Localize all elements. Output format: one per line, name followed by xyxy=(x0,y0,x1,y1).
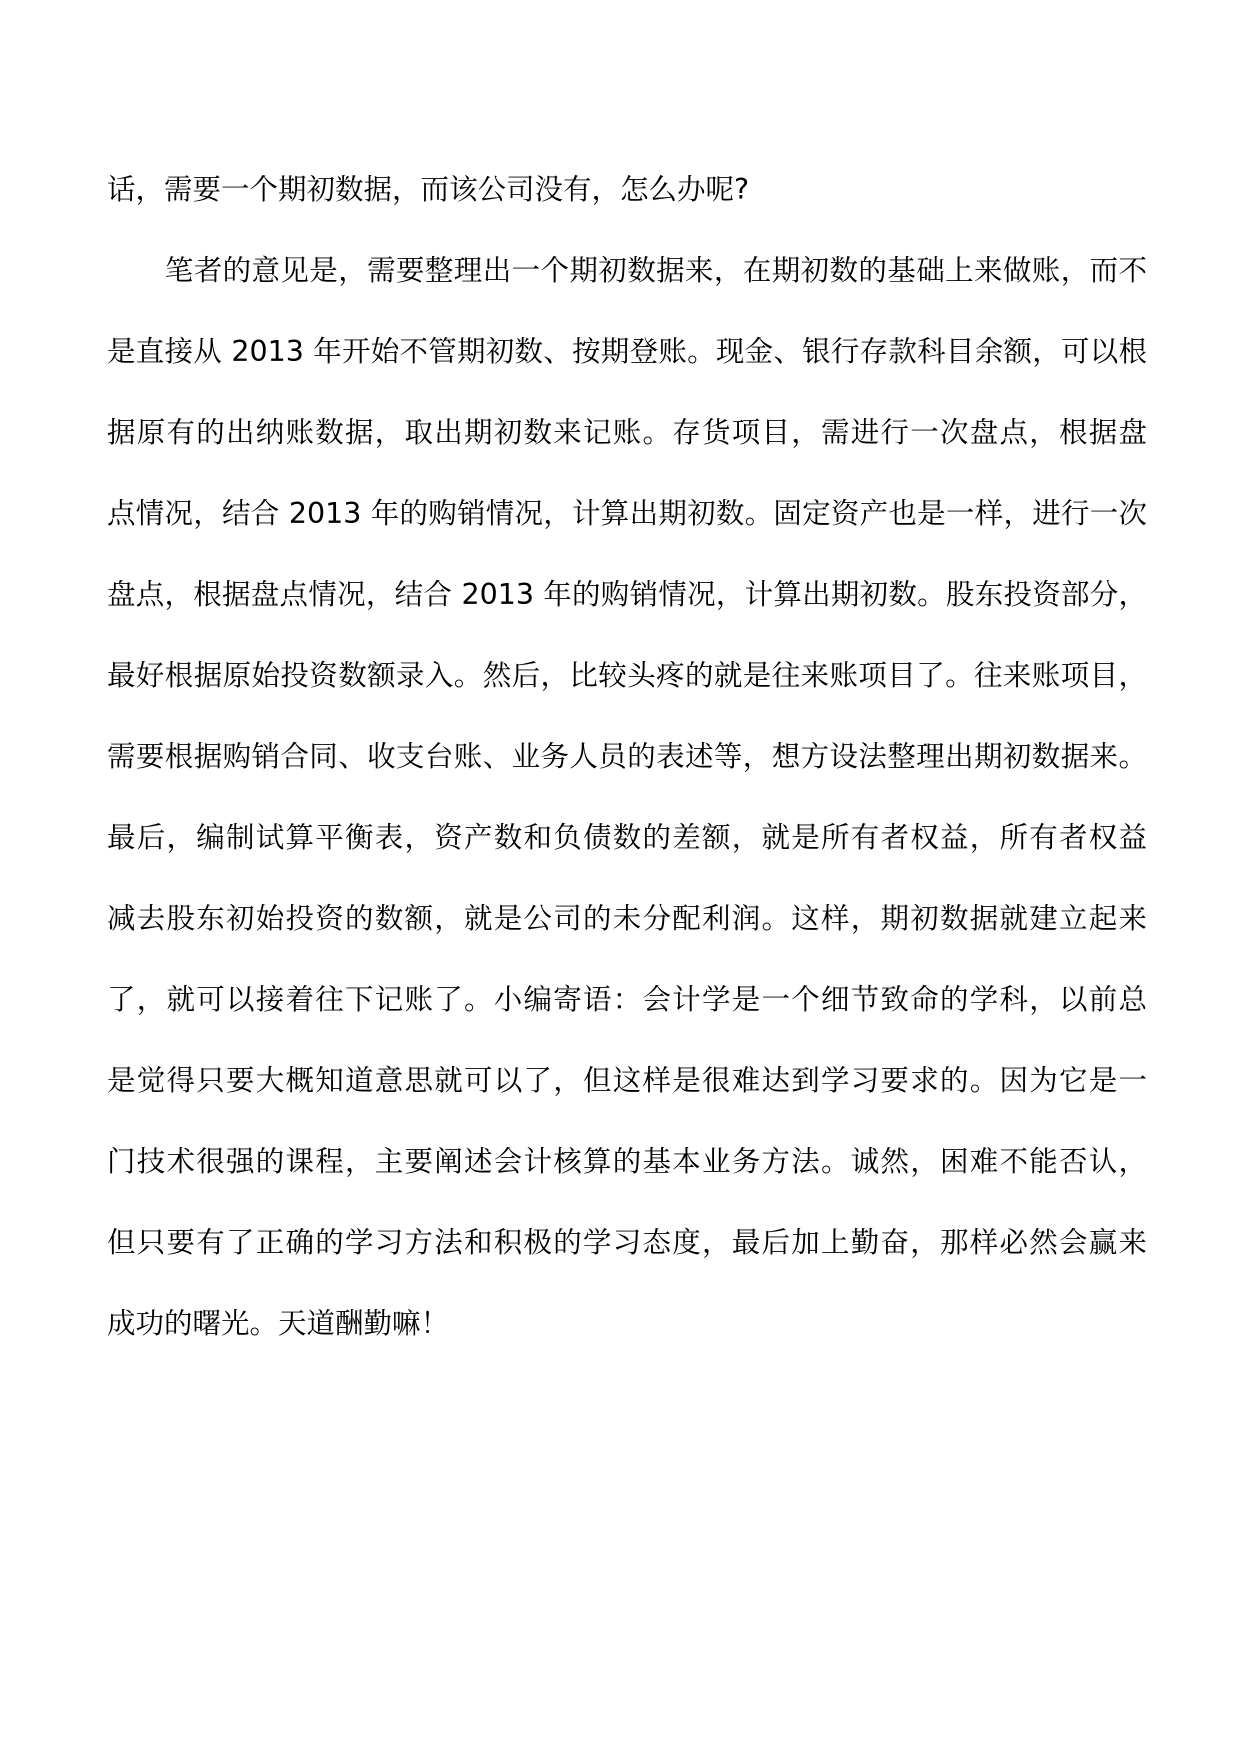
text-line: 门技术很强的课程，主要阐述会计核算的基本业务方法。诚然，困难不能否认， xyxy=(107,1145,1147,1178)
text-line: 成功的曙光。天道酬勤嘛！ xyxy=(107,1307,450,1340)
text-line: 据原有的出纳账数据，取出期初数来记账。存货项目，需进行一次盘点，根据盘 xyxy=(107,416,1147,449)
document-body-text xyxy=(107,160,1147,1375)
text-line: 笔者的意见是，需要整理出一个期初数据来，在期初数的基础上来做账，而不 xyxy=(107,254,1147,287)
text-line: 是直接从 2013 年开始不管期初数、按期登账。现金、银行存款科目余额，可以根 xyxy=(107,335,1147,368)
text-line: 点情况，结合 2013 年的购销情况，计算出期初数。固定资产也是一样，进行一次 xyxy=(107,497,1147,530)
text-line: 盘点，根据盘点情况，结合 2013 年的购销情况，计算出期初数。股东投资部分， xyxy=(107,578,1147,611)
text-line: 需要根据购销合同、收支台账、业务人员的表述等，想方设法整理出期初数据来。 xyxy=(107,740,1147,773)
text-line: 是觉得只要大概知道意思就可以了，但这样是很难达到学习要求的。因为它是一 xyxy=(107,1064,1147,1097)
text-line: 最后，编制试算平衡表，资产数和负债数的差额，就是所有者权益，所有者权益 xyxy=(107,821,1147,854)
text-line: 了，就可以接着往下记账了。小编寄语：会计学是一个细节致命的学科，以前总 xyxy=(107,983,1147,1016)
text-line: 最好根据原始投资数额录入。然后，比较头疼的就是往来账项目了。往来账项目， xyxy=(107,659,1147,692)
text-line: 话，需要一个期初数据，而该公司没有，怎么办呢? xyxy=(107,173,750,206)
text-line: 但只要有了正确的学习方法和积极的学习态度，最后加上勤奋，那样必然会赢来 xyxy=(107,1226,1147,1259)
text-line: 减去股东初始投资的数额，就是公司的未分配利润。这样，期初数据就建立起来 xyxy=(107,902,1147,935)
